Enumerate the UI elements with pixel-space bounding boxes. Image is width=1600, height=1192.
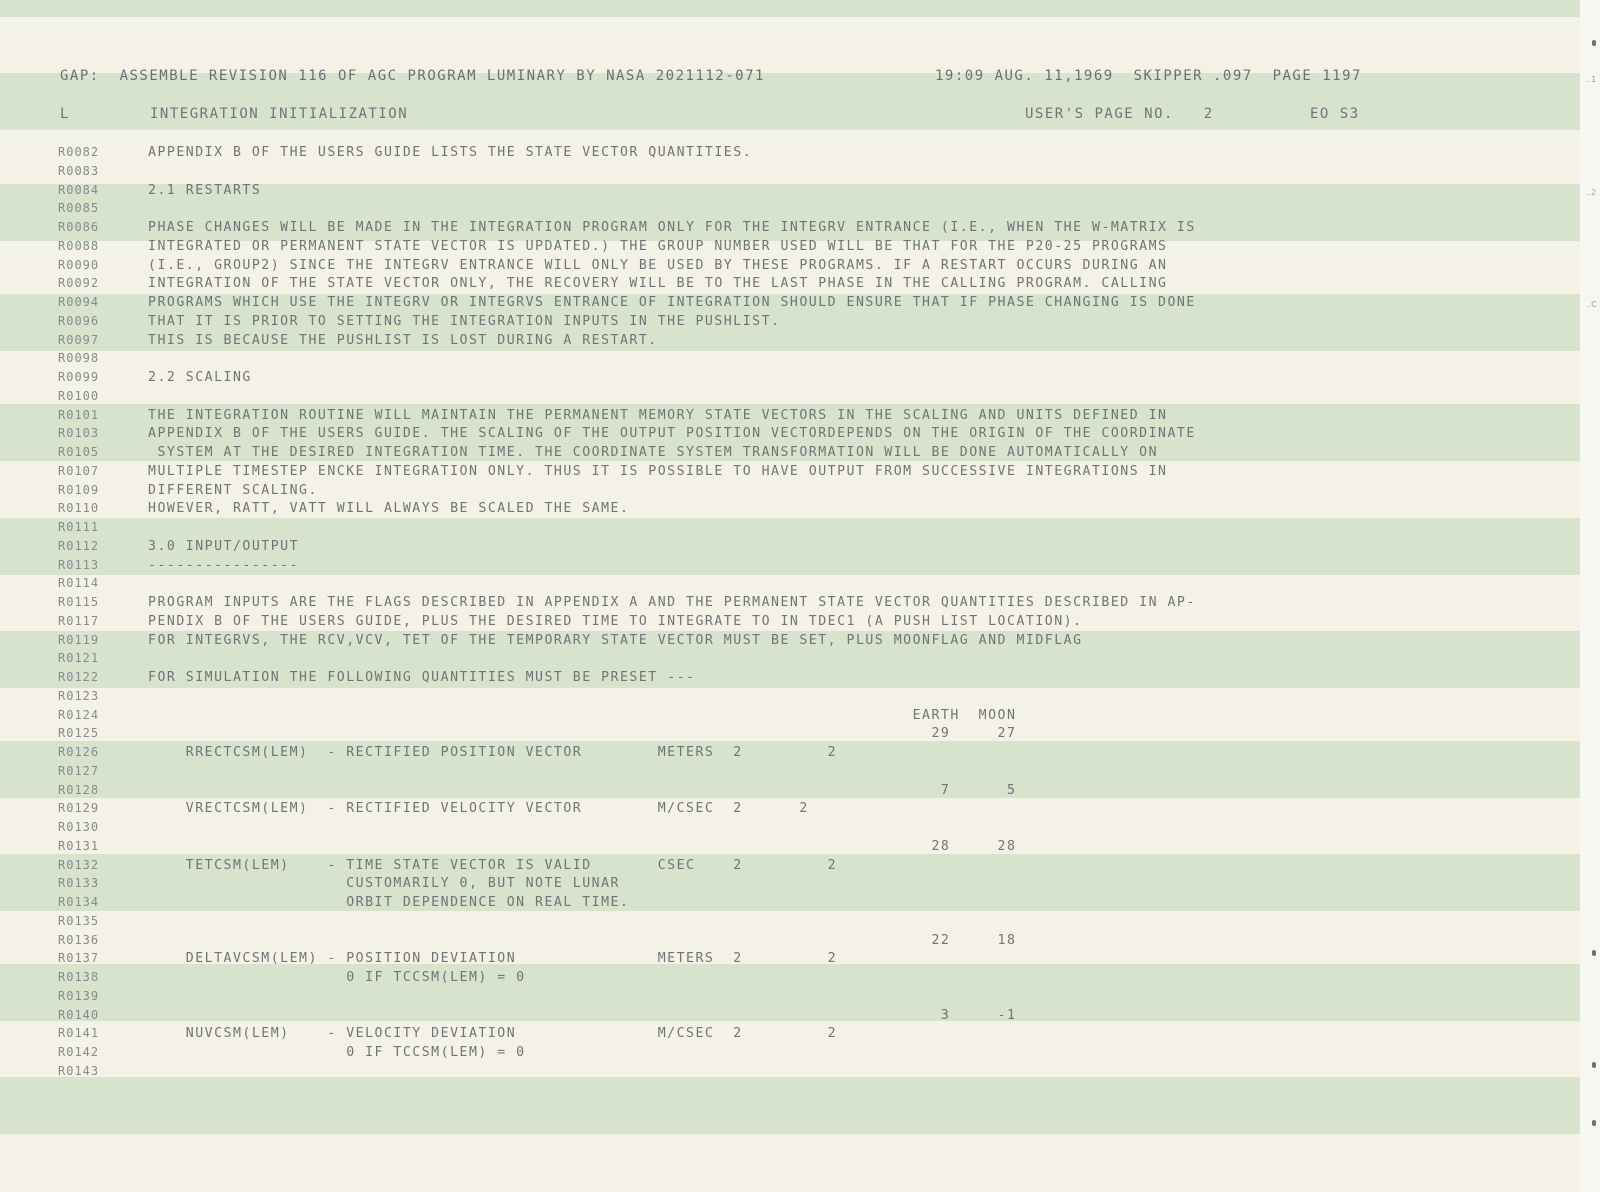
sequence-number: R0105 xyxy=(58,445,100,459)
sequence-number: R0129 xyxy=(58,801,100,816)
sequence-number: R0109 xyxy=(58,482,100,497)
sequence-number: R0126 xyxy=(58,745,100,759)
listing-line: NUVCSM(LEM) - VELOCITY DEVIATION M/CSEC 2 2 xyxy=(148,1026,838,1042)
listing-line: PROGRAMS WHICH USE THE INTEGRV OR INTEGRVS ENTRANCE OF INTEGRATION SHOULD ENSURE THAT IF PHASE CHANGING IS DONE xyxy=(148,295,1196,310)
sequence-number: R0084 xyxy=(58,182,100,197)
sequence-number: R0099 xyxy=(58,370,100,384)
sequence-number: R0082 xyxy=(58,145,100,159)
sequence-number: R0130 xyxy=(58,820,100,834)
listing-line: EARTH MOON xyxy=(148,707,1017,723)
sequence-number: R0141 xyxy=(58,1026,100,1041)
sequence-number: R0123 xyxy=(58,688,100,703)
margin-mark: ..1 xyxy=(1586,75,1597,84)
listing-line: DELTAVCSM(LEM) - POSITION DEVIATION METERS 2 2 xyxy=(148,951,838,967)
margin-mark: ..C xyxy=(1586,300,1597,309)
listing-line: FOR SIMULATION THE FOLLOWING QUANTITIES MUST BE PRESET --- xyxy=(148,670,696,685)
paper-band xyxy=(0,1077,1580,1134)
listing-line: APPENDIX B OF THE USERS GUIDE LISTS THE STATE VECTOR QUANTITIES. xyxy=(148,145,753,160)
listing-line: 22 18 xyxy=(148,932,1017,948)
sequence-number: R0133 xyxy=(58,876,100,891)
sequence-number: R0083 xyxy=(58,163,100,178)
sequence-number: R0096 xyxy=(58,313,100,328)
sequence-number: R0142 xyxy=(58,1045,100,1059)
users-page-number: USER'S PAGE NO. 2 xyxy=(1025,106,1214,122)
sequence-number: R0100 xyxy=(58,388,100,403)
listing-line: INTEGRATION OF THE STATE VECTOR ONLY, THE RECOVERY WILL BE TO THE LAST PHASE IN THE CALLING PROGRAM. CALLING xyxy=(148,276,1168,292)
sequence-number: R0139 xyxy=(58,988,100,1003)
listing-line: THE INTEGRATION ROUTINE WILL MAINTAIN THE PERMANENT MEMORY STATE VECTORS IN THE SCALING AND UNITS DEFINED IN xyxy=(148,407,1168,423)
sequence-number: R0131 xyxy=(58,838,100,853)
sequence-number: R0101 xyxy=(58,407,100,422)
sequence-number: R0128 xyxy=(58,782,100,797)
listing-line: RRECTCSM(LEM) - RECTIFIED POSITION VECTOR METERS 2 2 xyxy=(148,745,838,760)
listing-line: 28 28 xyxy=(148,838,1017,854)
sequence-number: R0117 xyxy=(58,613,100,628)
sequence-number: R0086 xyxy=(58,220,100,234)
listing-line: DIFFERENT SCALING. xyxy=(148,482,318,498)
sequence-number: R0132 xyxy=(58,857,100,872)
listing-line: MULTIPLE TIMESTEP ENCKE INTEGRATION ONLY. THUS IT IS POSSIBLE TO HAVE OUTPUT FROM SUCCESSIVE INTEGRATIONS IN xyxy=(148,463,1168,479)
listing-line: 0 IF TCCSM(LEM) = 0 xyxy=(148,1045,526,1060)
sequence-number: R0119 xyxy=(58,632,100,647)
sequence-number: R0124 xyxy=(58,707,100,722)
sequence-number: R0122 xyxy=(58,670,100,684)
sequence-number: R0138 xyxy=(58,970,100,984)
sequence-number: R0094 xyxy=(58,295,100,309)
sequence-number: R0143 xyxy=(58,1063,100,1078)
listing-line: PENDIX B OF THE USERS GUIDE, PLUS THE DESIRED TIME TO INTEGRATE TO IN TDEC1 (A PUSH LIST LOCATION). xyxy=(148,613,1083,629)
sequence-number: R0110 xyxy=(58,501,100,516)
listing-line: THAT IT IS PRIOR TO SETTING THE INTEGRATION INPUTS IN THE PUSHLIST. xyxy=(148,313,781,329)
paper-band xyxy=(0,0,1580,17)
sequence-number: R0137 xyxy=(58,951,100,966)
listing-line: (I.E., GROUP2) SINCE THE INTEGRV ENTRANCE WILL ONLY BE USED BY THESE PROGRAMS. IF A RESTART OCCURS DURING AN xyxy=(148,257,1168,273)
section-letter: L xyxy=(60,106,70,122)
listing-line: FOR INTEGRVS, THE RCV,VCV, TET OF THE TEMPORARY STATE VECTOR MUST BE SET, PLUS MOONFLAG AND MIDFLAG xyxy=(148,632,1083,648)
sequence-number: R0135 xyxy=(58,913,100,928)
sequence-number: R0103 xyxy=(58,426,100,441)
page-header-left: GAP: ASSEMBLE REVISION 116 OF AGC PROGRAM LUMINARY BY NASA 2021112-071 xyxy=(60,68,765,84)
sequence-number: R0114 xyxy=(58,576,100,591)
sequence-number: R0097 xyxy=(58,332,100,347)
listing-line: 3 -1 xyxy=(148,1007,1017,1023)
sequence-number: R0085 xyxy=(58,201,100,216)
sequence-number: R0134 xyxy=(58,895,100,909)
listing-line: 2.1 RESTARTS xyxy=(148,182,262,198)
listing-line: PROGRAM INPUTS ARE THE FLAGS DESCRIBED IN APPENDIX A AND THE PERMANENT STATE VECTOR QUANTITIES DESCRIBED IN AP- xyxy=(148,595,1196,610)
sequence-number: R0090 xyxy=(58,257,100,272)
listing-line: TETCSM(LEM) - TIME STATE VECTOR IS VALID CSEC 2 2 xyxy=(148,857,838,873)
sequence-number: R0112 xyxy=(58,538,100,553)
sequence-number: R0092 xyxy=(58,276,100,291)
sequence-number: R0088 xyxy=(58,238,100,253)
sequence-number: R0098 xyxy=(58,351,100,366)
listing-line: CUSTOMARILY 0, BUT NOTE LUNAR xyxy=(148,876,620,892)
sequence-number: R0140 xyxy=(58,1007,100,1022)
listing-line: THIS IS BECAUSE THE PUSHLIST IS LOST DURING A RESTART. xyxy=(148,332,658,348)
margin-mark: ..2 xyxy=(1586,188,1597,197)
sequence-number: R0125 xyxy=(58,726,100,741)
listing-line: 3.0 INPUT/OUTPUT xyxy=(148,538,300,554)
listing-line: HOWEVER, RATT, VATT WILL ALWAYS BE SCALED THE SAME. xyxy=(148,501,630,517)
sequence-number: R0107 xyxy=(58,463,100,478)
sprocket-mark xyxy=(1592,1120,1596,1126)
page-header-right: 19:09 AUG. 11,1969 SKIPPER .097 PAGE 1197 xyxy=(935,68,1362,84)
section-title: INTEGRATION INITIALIZATION xyxy=(150,106,409,122)
sequence-number: R0121 xyxy=(58,651,100,666)
paper-edge xyxy=(1580,0,1600,1192)
listing-line: VRECTCSM(LEM) - RECTIFIED VELOCITY VECTOR M/CSEC 2 2 xyxy=(148,801,809,817)
listing-line: ORBIT DEPENDENCE ON REAL TIME. xyxy=(148,895,630,910)
listing-line: PHASE CHANGES WILL BE MADE IN THE INTEGRATION PROGRAM ONLY FOR THE INTEGRV ENTRANCE (I.E., WHEN THE W-MATRIX IS xyxy=(148,220,1196,235)
listing-line: 29 27 xyxy=(148,726,1017,742)
sequence-number: R0113 xyxy=(58,557,100,572)
sequence-number: R0111 xyxy=(58,520,100,534)
sequence-number: R0115 xyxy=(58,595,100,609)
sprocket-mark xyxy=(1592,40,1596,46)
sequence-number: R0127 xyxy=(58,763,100,778)
listing-line: 7 5 xyxy=(148,782,1017,798)
sequence-number: R0136 xyxy=(58,932,100,947)
listing-line: 2.2 SCALING xyxy=(148,370,252,385)
sprocket-mark xyxy=(1592,1062,1596,1068)
sprocket-mark xyxy=(1592,950,1596,956)
listing-line: 0 IF TCCSM(LEM) = 0 xyxy=(148,970,526,985)
listing-line: ---------------- xyxy=(148,557,300,573)
listing-line: INTEGRATED OR PERMANENT STATE VECTOR IS UPDATED.) THE GROUP NUMBER USED WILL BE THAT FOR THE P20-25 PROGRAMS xyxy=(148,238,1168,254)
eo-label: EO S3 xyxy=(1310,106,1360,122)
listing-line: SYSTEM AT THE DESIRED INTEGRATION TIME. THE COORDINATE SYSTEM TRANSFORMATION WILL BE DONE AUTOMATICALLY ON xyxy=(148,445,1159,460)
listing-line: APPENDIX B OF THE USERS GUIDE. THE SCALING OF THE OUTPUT POSITION VECTORDEPENDS ON THE ORIGIN OF THE COORDINATE xyxy=(148,426,1196,442)
